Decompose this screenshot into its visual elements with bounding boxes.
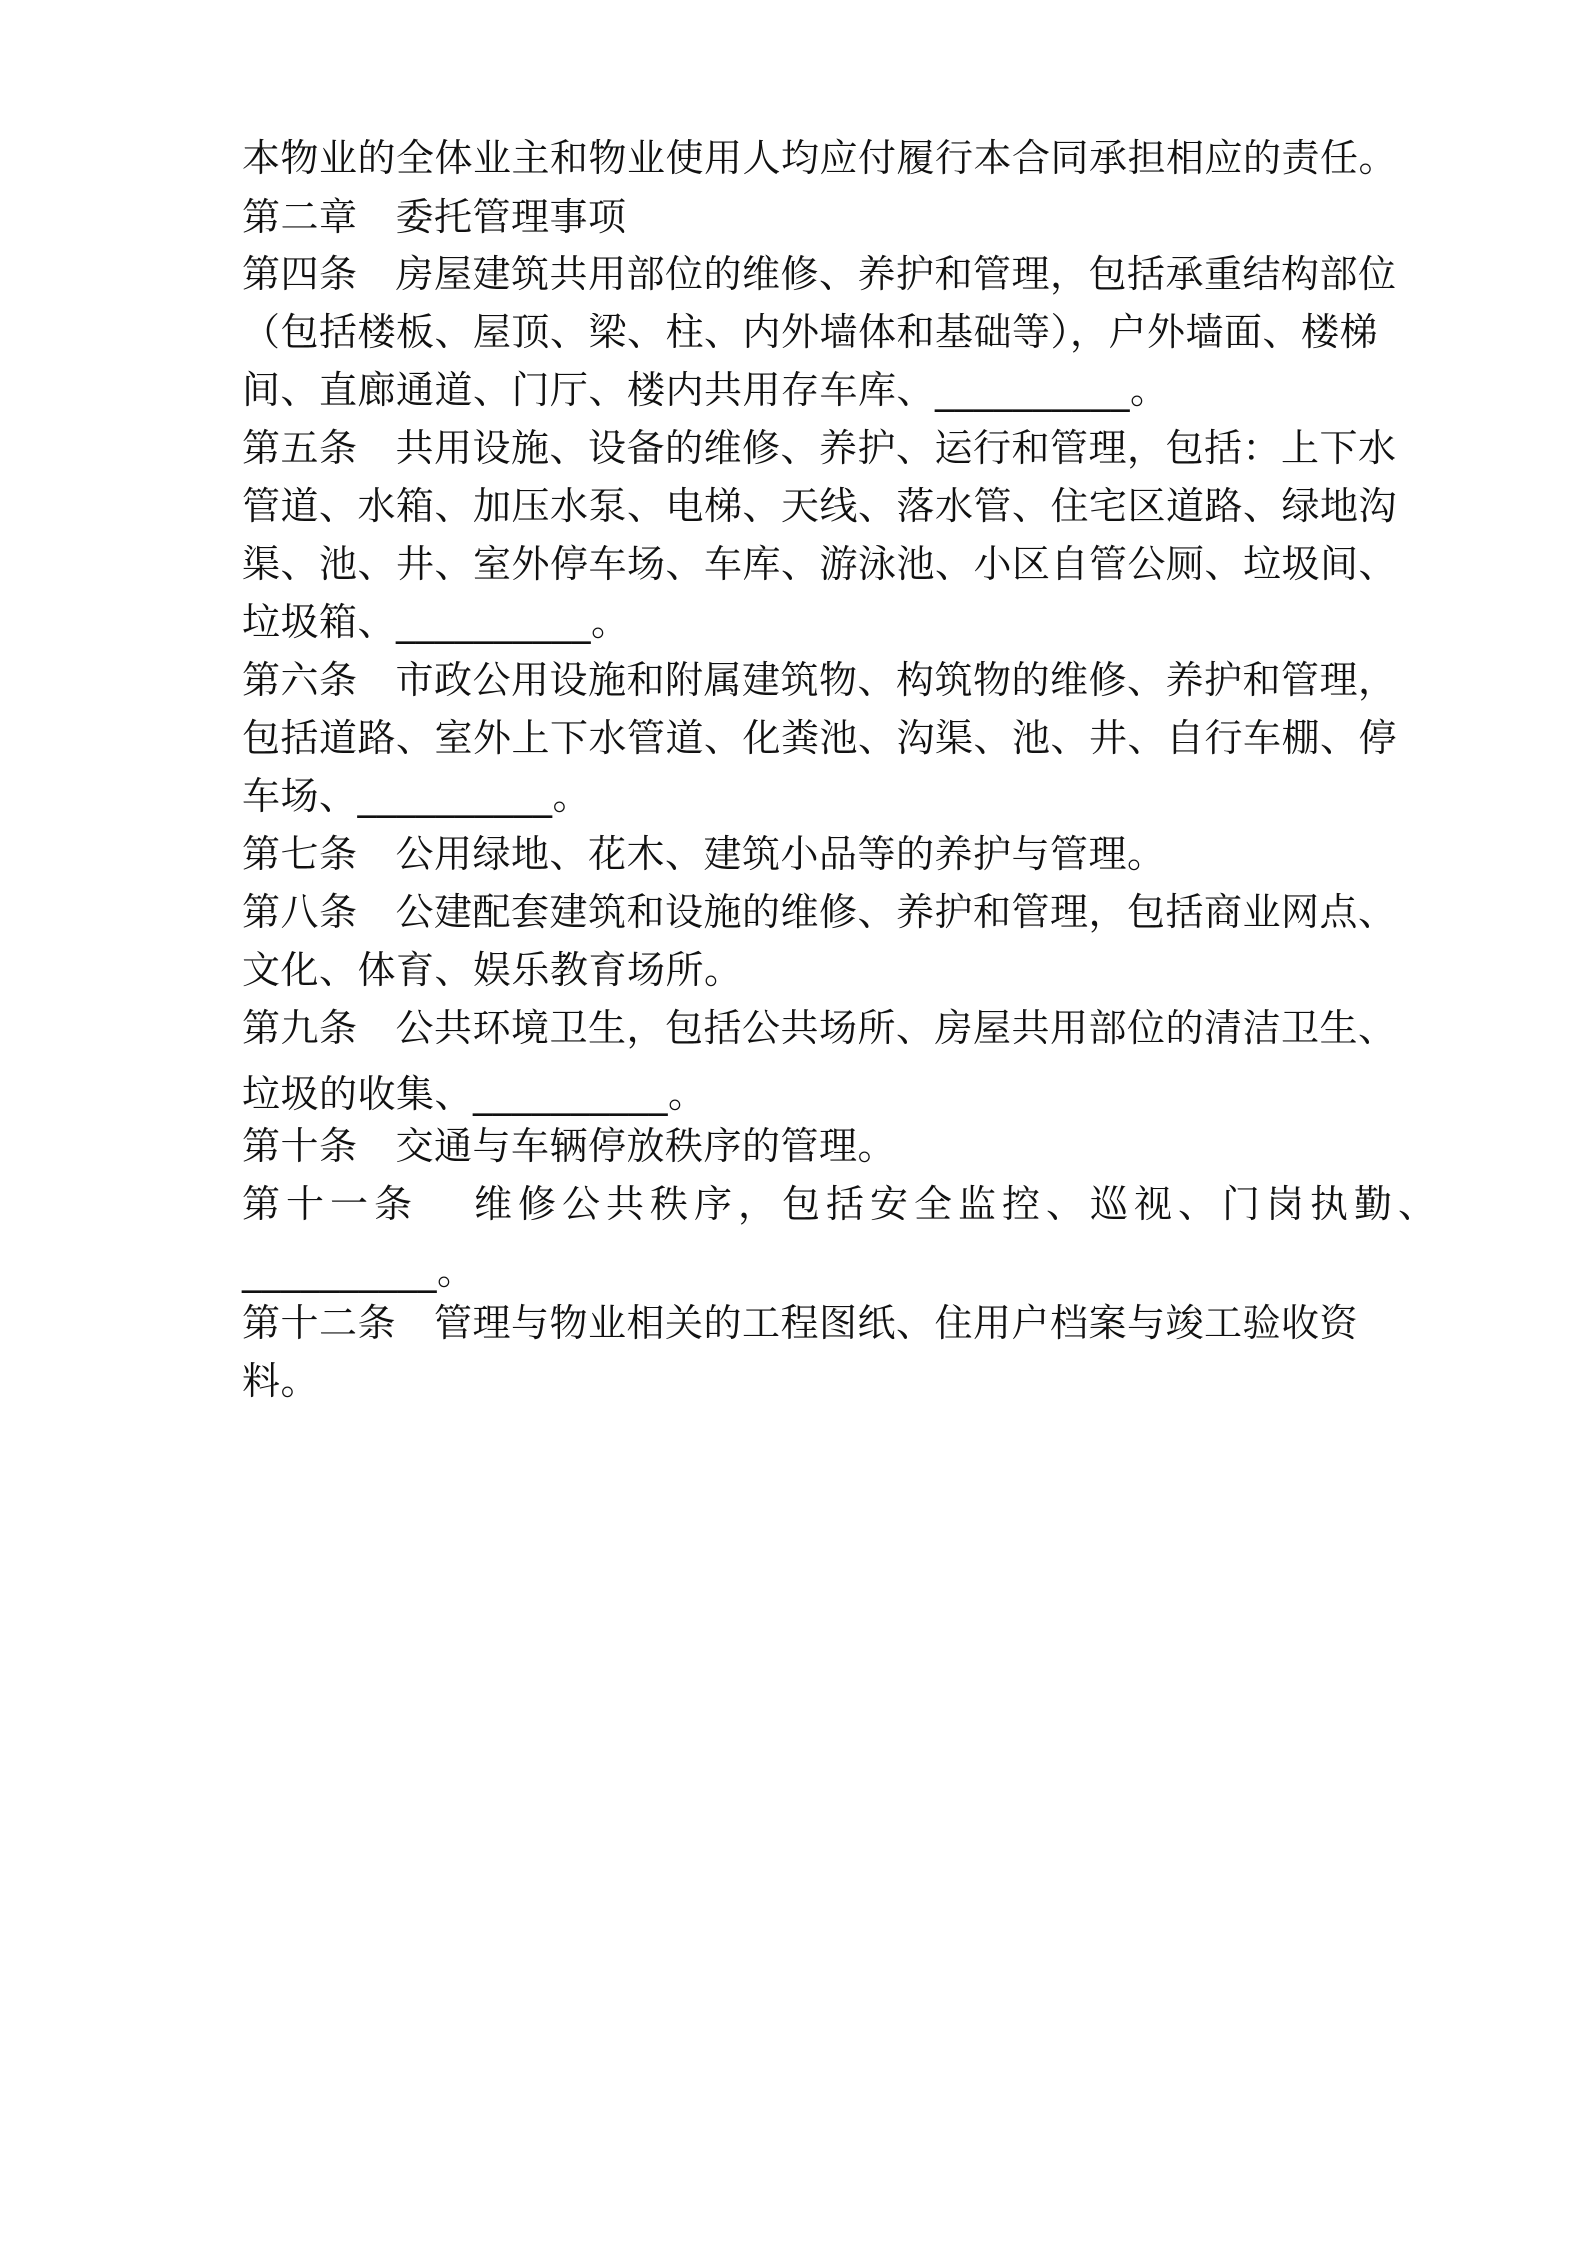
- text-line: [242, 1246, 1372, 1296]
- line-text: 车场、__________。: [242, 774, 592, 818]
- article-label: 第五条: [242, 426, 358, 470]
- article-text: 维修公共秩序，包括安全监控、巡视、门岗执勤、: [474, 1182, 1443, 1226]
- line-text: 本物业的全体业主和物业使用人均应付履行本合同承担相应的责任。: [242, 136, 1398, 180]
- article-text: 公建配套建筑和设施的维修、养护和管理，包括商业网点、: [395, 890, 1397, 934]
- text-line: [242, 133, 1398, 183]
- line-text: 料。: [242, 1359, 320, 1403]
- line-text: 垃圾箱、__________。: [242, 600, 630, 644]
- line-text: 垃圾的收集、__________。: [242, 1072, 707, 1116]
- line-text: __________。: [242, 1249, 476, 1293]
- article-label: 第四条: [242, 252, 358, 296]
- article-label: 第十条: [242, 1124, 358, 1168]
- article-text: 交通与车辆停放秩序的管理。: [395, 1124, 897, 1168]
- article-text: 房屋建筑共用部位的维修、养护和管理，包括承重结构部位: [395, 252, 1397, 296]
- article-label: 第八条: [242, 890, 358, 934]
- article-line: [242, 249, 1397, 299]
- line-text: 间、直廊通道、门厅、楼内共用存车库、__________。: [242, 368, 1169, 412]
- article-label: 第六条: [242, 658, 358, 702]
- text-line: [242, 771, 1372, 821]
- article-line: [242, 1003, 1397, 1053]
- chapter-label: 第二章: [242, 195, 358, 239]
- text-line: [242, 1356, 1372, 1406]
- article-line: [242, 829, 1372, 879]
- text-line: [242, 539, 1398, 589]
- line-text: （包括楼板、屋顶、梁、柱、内外墙体和基础等），户外墙面、楼梯: [242, 310, 1379, 354]
- article-line: [242, 423, 1397, 473]
- text-line: [242, 597, 1372, 647]
- chapter-title: 委托管理事项: [395, 195, 627, 239]
- text-line: [242, 713, 1398, 763]
- article-text: 管理与物业相关的工程图纸、住用户档案与竣工验收资: [434, 1301, 1359, 1345]
- article-line: [242, 887, 1397, 937]
- article-line: [242, 1121, 1372, 1171]
- line-text: 文化、体育、娱乐教育场所。: [242, 948, 743, 992]
- text-line: [242, 307, 1379, 357]
- line-text: 渠、池、井、室外停车场、车库、游泳池、小区自管公厕、垃圾间、: [242, 542, 1398, 586]
- article-text: 公用绿地、花木、建筑小品等的养护与管理。: [395, 832, 1166, 876]
- text-line: [242, 1069, 1372, 1119]
- line-text: 包括道路、室外上下水管道、化粪池、沟渠、池、井、自行车棚、停: [242, 716, 1398, 760]
- article-label: 第七条: [242, 832, 358, 876]
- article-text: 共用设施、设备的维修、养护、运行和管理，包括：上下水: [395, 426, 1397, 470]
- article-text: 市政公用设施和附属建筑物、构筑物的维修、养护和管理，: [395, 658, 1397, 702]
- article-line: [242, 1179, 1443, 1229]
- chapter-heading: [242, 192, 1372, 242]
- article-line: [242, 655, 1397, 705]
- text-line: [242, 945, 1372, 995]
- line-text: 管道、水箱、加压水泵、电梯、天线、落水管、住宅区道路、绿地沟: [242, 484, 1398, 528]
- article-line: [242, 1298, 1372, 1348]
- article-label: 第十二条: [242, 1301, 397, 1345]
- article-text: 公共环境卫生，包括公共场所、房屋共用部位的清洁卫生、: [395, 1006, 1397, 1050]
- text-line: [242, 365, 1372, 415]
- text-line: [242, 481, 1398, 531]
- article-label: 第九条: [242, 1006, 358, 1050]
- article-label: 第十一条: [242, 1182, 419, 1226]
